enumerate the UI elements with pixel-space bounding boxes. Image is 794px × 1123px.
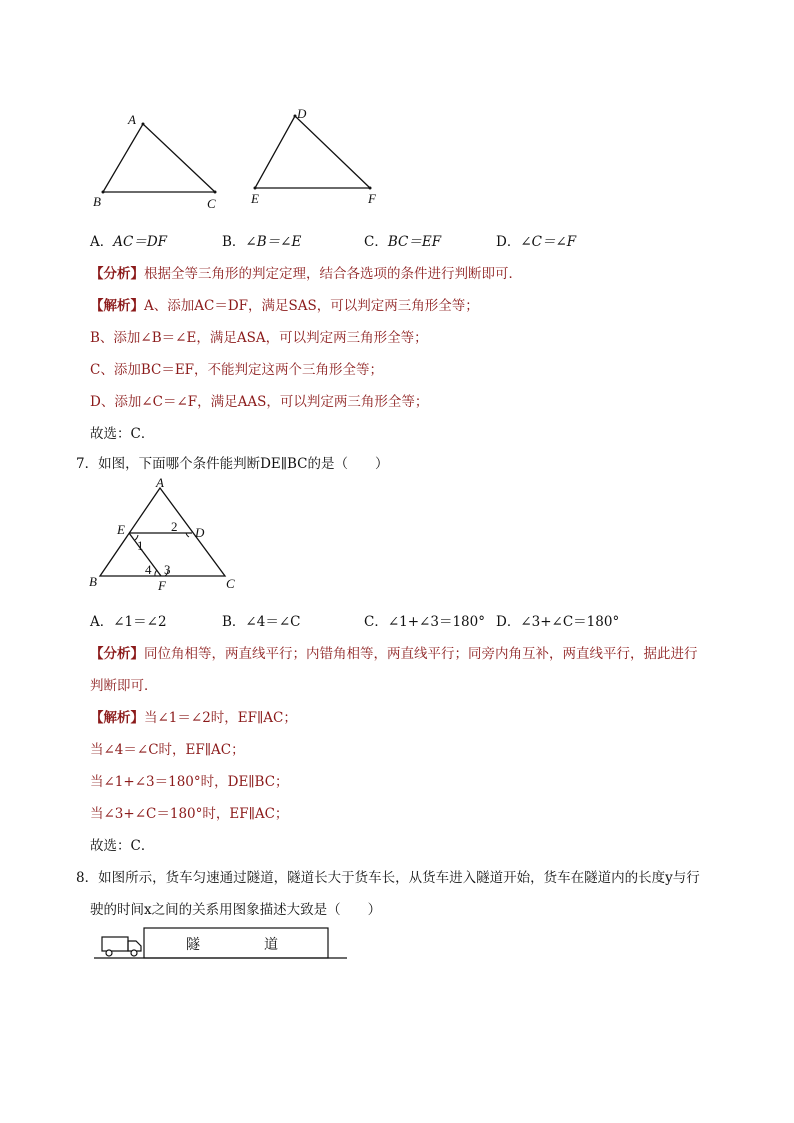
triangle-def	[255, 116, 370, 188]
label-f: F	[368, 191, 376, 206]
q8-figure	[92, 924, 352, 964]
label-b: B	[89, 574, 97, 589]
label-c: C	[226, 576, 235, 591]
q8-stem-line-2: 驶的时间x之间的关系用图象描述大致是（ ）	[90, 902, 382, 918]
q7-option-a: A．∠1＝∠2	[90, 614, 167, 630]
q6-option-b: B．∠B＝∠E	[222, 234, 302, 250]
q7-solution-line-2: 当∠4＝∠C时，EF∥AC；	[90, 742, 245, 758]
tunnel-label-a: 隧	[186, 938, 200, 953]
q6-solution-line-2: B、添加∠B＝∠E，满足ASA，可以判定两三角形全等；	[90, 330, 428, 346]
q7-figure	[85, 478, 245, 596]
label-d: D	[297, 106, 307, 121]
q7-option-c: C．∠1+∠3＝180°	[364, 614, 485, 630]
q7-analysis-line-1: 【分析】同位角相等，两直线平行；内错角相等，两直线平行；同旁内角互补，两直线平行，据此进行	[90, 646, 698, 662]
q7-analysis-line-2: 判断即可．	[90, 678, 158, 694]
angle-label-3: 3	[164, 562, 171, 577]
q7-answer: 故选：C．	[90, 838, 155, 854]
q7-option-d: D．∠3+∠C＝180°	[496, 614, 620, 630]
q7-solution-line-3: 当∠1+∠3＝180°时，DE∥BC；	[90, 774, 289, 790]
tunnel-box	[144, 928, 328, 958]
label-e: E	[251, 191, 259, 206]
q6-solution-line-4: D、添加∠C＝∠F，满足AAS，可以判定两三角形全等；	[90, 394, 429, 410]
q7-solution-line-4: 当∠3+∠C＝180°时，EF∥AC；	[90, 806, 289, 822]
angle-label-2: 2	[171, 519, 178, 534]
label-f: F	[158, 578, 166, 593]
q6-answer: 故选：C．	[90, 426, 155, 442]
q6-option-d: D．∠C＝∠F	[496, 234, 577, 250]
q7-option-b: B．∠4＝∠C	[222, 614, 301, 630]
label-b: B	[93, 194, 101, 209]
q7-solution-line-1: 【解析】当∠1＝∠2时，EF∥AC；	[90, 710, 297, 726]
q6-solution-line-1: 【解析】A、添加AC＝DF，满足SAS，可以判定两三角形全等；	[90, 298, 479, 314]
q6-analysis: 【分析】根据全等三角形的判定定理，结合各选项的条件进行判断即可．	[90, 266, 522, 282]
triangle-abc	[103, 124, 215, 192]
label-c: C	[207, 196, 216, 211]
label-a: A	[156, 478, 164, 490]
truck-icon	[102, 937, 141, 956]
q6-option-c: C．BC＝EF	[364, 234, 442, 250]
q6-solution-line-3: C、添加BC＝EF，不能判定这两个三角形全等；	[90, 362, 384, 378]
q6-option-a: A．AC＝DF	[90, 234, 168, 250]
q6-figure	[85, 100, 395, 215]
angle-label-4: 4	[145, 562, 152, 577]
tunnel-label-b: 道	[264, 938, 278, 953]
label-e: E	[117, 522, 125, 537]
q8-stem-line-1: 8．如图所示，货车匀速通过隧道，隧道长大于货车长，从货车进入隧道开始，货车在隧道内的长度y与行	[76, 870, 700, 886]
angle-label-1: 1	[137, 538, 144, 553]
label-d: D	[195, 525, 205, 540]
q7-stem: 7．如图，下面哪个条件能判断DE∥BC的是（ ）	[76, 456, 389, 472]
label-a: A	[128, 112, 136, 127]
